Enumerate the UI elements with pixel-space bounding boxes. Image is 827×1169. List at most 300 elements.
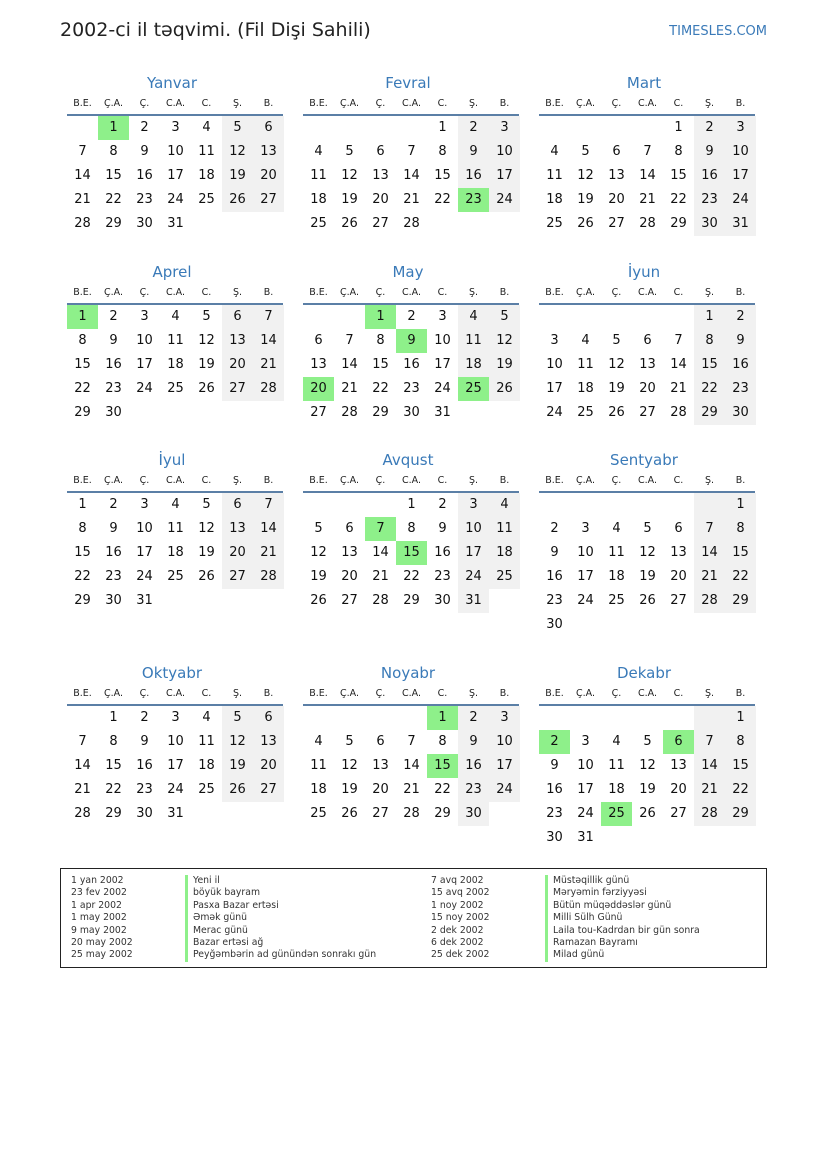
weekday-label: B.E. — [309, 287, 328, 298]
holiday-name: Bütün müqəddəslər günü — [545, 900, 700, 912]
day-cell: 9 — [458, 140, 489, 164]
empty-cell — [253, 212, 284, 236]
day-cell: 2 — [140, 710, 149, 725]
day-cell: 7 — [78, 144, 87, 159]
day-cell: 19 — [198, 545, 215, 560]
day-cell: 10 — [546, 357, 563, 372]
day-cell: 22 — [105, 192, 122, 207]
day-cell: 12 — [198, 521, 215, 536]
day-cell: 12 — [198, 333, 215, 348]
day-cell: 7 — [407, 734, 416, 749]
day-cell: 31 — [167, 806, 184, 821]
day-cell: 10 — [434, 333, 451, 348]
day-cell: 19 — [577, 192, 594, 207]
empty-cell — [694, 613, 725, 637]
empty-cell — [458, 401, 489, 425]
day-cell: 23 — [434, 569, 451, 584]
day-cell: 3 — [140, 309, 149, 324]
day-cell: 2 — [458, 116, 489, 140]
day-cell: 24 — [546, 405, 563, 420]
empty-cell — [67, 116, 98, 140]
day-cell: 13 — [341, 545, 358, 560]
day-cell: 3 — [171, 120, 180, 135]
day-cell: 11 — [167, 333, 184, 348]
day-cell: 31 — [434, 405, 451, 420]
weekday-label: C.A. — [165, 98, 185, 109]
empty-cell — [489, 212, 520, 236]
weekday-header — [303, 684, 519, 706]
day-cell: 7 — [694, 517, 725, 541]
weekday-label: B. — [735, 287, 746, 298]
day-cell: 14 — [639, 168, 656, 183]
day-cell: 16 — [136, 758, 153, 773]
day-cell: 13 — [372, 168, 389, 183]
day-cell: 23 — [105, 381, 122, 396]
weekday-label: C.A. — [165, 688, 185, 699]
day-cell: 29 — [725, 802, 756, 826]
day-cell: 20 — [639, 381, 656, 396]
day-cell: 19 — [222, 754, 253, 778]
empty-cell — [725, 613, 756, 637]
day-cell: 2 — [438, 497, 447, 512]
weekday-label: B.E. — [73, 287, 92, 298]
weekday-label: C. — [201, 98, 212, 109]
empty-cell — [253, 401, 284, 425]
day-cell: 21 — [694, 565, 725, 589]
weekday-label: Ç.A. — [575, 287, 595, 298]
weekday-label: C. — [437, 688, 448, 699]
empty-cell — [191, 401, 222, 425]
weekday-label: Ş. — [232, 287, 243, 298]
empty-cell — [191, 212, 222, 236]
day-cell: 26 — [198, 381, 215, 396]
day-cell: 16 — [546, 569, 563, 584]
day-cell: 10 — [489, 730, 520, 754]
day-cell: 3 — [489, 706, 520, 730]
holiday-names-left — [185, 875, 376, 962]
weekday-label: Ş. — [704, 688, 715, 699]
weekday-label: Ç.A. — [103, 98, 123, 109]
day-cell: 23 — [136, 192, 153, 207]
weekday-label: B. — [735, 475, 746, 486]
empty-cell — [191, 802, 222, 826]
holiday-date: 15 avq 2002 — [431, 887, 490, 899]
weekday-header — [67, 684, 283, 706]
day-cell: 31 — [136, 593, 153, 608]
empty-cell — [601, 305, 632, 329]
day-cell: 17 — [136, 357, 153, 372]
day-cell: 6 — [253, 706, 284, 730]
empty-cell — [427, 212, 458, 236]
day-cell: 28 — [372, 593, 389, 608]
empty-cell — [570, 706, 601, 730]
day-cell: 11 — [167, 521, 184, 536]
empty-cell — [396, 116, 427, 140]
day-cell: 16 — [105, 545, 122, 560]
day-cell: 30 — [403, 405, 420, 420]
day-cell: 29 — [670, 216, 687, 231]
weekday-label: Ş. — [704, 98, 715, 109]
day-cell: 4 — [489, 493, 520, 517]
day-cell: 13 — [310, 357, 327, 372]
day-cell: 16 — [694, 164, 725, 188]
weekday-label: B.E. — [309, 475, 328, 486]
day-cell: 29 — [694, 401, 725, 425]
empty-cell — [334, 116, 365, 140]
day-cell: 30 — [458, 802, 489, 826]
day-grid — [303, 706, 519, 826]
weekday-label: C. — [673, 98, 684, 109]
day-cell: 11 — [198, 144, 215, 159]
day-cell: 30 — [434, 593, 451, 608]
day-cell: 20 — [670, 569, 687, 584]
day-cell: 5 — [643, 521, 652, 536]
day-cell: 26 — [639, 806, 656, 821]
day-cell: 23 — [725, 377, 756, 401]
month-name: Oktyabr — [141, 664, 203, 682]
weekday-label: B. — [499, 688, 510, 699]
day-cell: 9 — [458, 730, 489, 754]
empty-cell — [632, 116, 663, 140]
weekday-label: B.E. — [545, 688, 564, 699]
day-cell: 22 — [74, 569, 91, 584]
day-cell: 6 — [222, 305, 253, 329]
weekday-label: C. — [201, 688, 212, 699]
weekday-label: Ç. — [375, 98, 386, 109]
day-cell: 26 — [639, 593, 656, 608]
weekday-label: Ş. — [468, 287, 479, 298]
weekday-header — [67, 94, 283, 116]
empty-cell — [129, 401, 160, 425]
day-cell: 20 — [222, 541, 253, 565]
weekday-header — [539, 94, 755, 116]
day-cell: 23 — [694, 188, 725, 212]
day-cell: 14 — [403, 168, 420, 183]
day-cell: 5 — [202, 309, 211, 324]
day-cell: 27 — [372, 216, 389, 231]
day-cell: 10 — [725, 140, 756, 164]
weekday-header — [67, 283, 283, 305]
day-cell: 11 — [458, 329, 489, 353]
empty-cell — [632, 613, 663, 637]
weekday-label: C.A. — [637, 688, 657, 699]
day-cell: 14 — [694, 754, 725, 778]
day-cell: 13 — [670, 758, 687, 773]
day-cell: 25 — [167, 569, 184, 584]
weekday-label: Ç.A. — [339, 98, 359, 109]
weekday-label: Ç. — [611, 287, 622, 298]
weekday-label: C.A. — [165, 287, 185, 298]
day-cell: 29 — [74, 593, 91, 608]
day-grid — [303, 493, 519, 613]
empty-cell — [539, 706, 570, 730]
holiday-date: 1 apr 2002 — [71, 899, 122, 911]
day-cell: 29 — [105, 806, 122, 821]
day-cell: 7 — [345, 333, 354, 348]
day-cell: 18 — [167, 357, 184, 372]
day-cell: 27 — [372, 806, 389, 821]
holiday-name: Müstəqillik günü — [545, 875, 700, 887]
day-cell: 28 — [694, 589, 725, 613]
day-cell: 20 — [222, 353, 253, 377]
weekday-label: C.A. — [401, 98, 421, 109]
day-cell: 6 — [376, 734, 385, 749]
month-oktyabr — [61, 662, 283, 826]
day-cell: 15 — [74, 545, 91, 560]
day-cell: 21 — [341, 381, 358, 396]
day-cell: 24 — [136, 381, 153, 396]
weekday-label: Ç. — [139, 287, 150, 298]
holiday-day-cell: 6 — [663, 730, 694, 754]
holiday-day-cell: 1 — [427, 706, 458, 730]
day-grid — [303, 305, 519, 425]
month-name: Noyabr — [380, 664, 436, 682]
day-cell: 24 — [489, 778, 520, 802]
day-cell: 16 — [403, 357, 420, 372]
day-cell: 12 — [341, 168, 358, 183]
day-cell: 2 — [694, 116, 725, 140]
day-cell: 8 — [109, 734, 118, 749]
day-cell: 17 — [725, 164, 756, 188]
empty-cell — [222, 802, 253, 826]
day-cell: 8 — [725, 730, 756, 754]
day-grid — [539, 116, 755, 236]
day-cell: 18 — [198, 168, 215, 183]
empty-cell — [191, 589, 222, 613]
day-cell: 2 — [109, 309, 118, 324]
day-cell: 13 — [222, 329, 253, 353]
day-cell: 24 — [434, 381, 451, 396]
month-name: Fevral — [385, 74, 431, 92]
day-cell: 13 — [222, 517, 253, 541]
day-cell: 26 — [222, 188, 253, 212]
brand-link[interactable]: TIMESLES.COM — [669, 24, 767, 39]
day-cell: 19 — [639, 569, 656, 584]
day-cell: 19 — [310, 569, 327, 584]
day-cell: 26 — [341, 216, 358, 231]
day-cell: 9 — [140, 734, 149, 749]
empty-cell — [694, 826, 725, 850]
weekday-label: Ş. — [704, 475, 715, 486]
weekday-label: C. — [673, 475, 684, 486]
empty-cell — [601, 116, 632, 140]
holiday-date: 25 may 2002 — [71, 949, 133, 961]
empty-cell — [489, 802, 520, 826]
weekday-label: Ç.A. — [103, 475, 123, 486]
day-cell: 30 — [546, 617, 563, 632]
day-cell: 31 — [725, 212, 756, 236]
weekday-label: B. — [499, 287, 510, 298]
weekday-label: C.A. — [637, 287, 657, 298]
weekday-label: Ş. — [468, 688, 479, 699]
day-cell: 5 — [222, 116, 253, 140]
empty-cell — [334, 493, 365, 517]
month-mart — [533, 72, 755, 236]
day-cell: 27 — [341, 593, 358, 608]
weekday-label: C.A. — [165, 475, 185, 486]
day-cell: 10 — [167, 144, 184, 159]
day-cell: 10 — [489, 140, 520, 164]
month-fevral — [297, 72, 519, 236]
empty-cell — [663, 493, 694, 517]
page-title: 2002-ci il təqvimi. (Fil Dişi Sahili) — [60, 19, 371, 41]
weekday-label: Ş. — [468, 98, 479, 109]
day-grid — [67, 116, 283, 236]
day-cell: 1 — [109, 710, 118, 725]
day-cell: 28 — [670, 405, 687, 420]
empty-cell — [663, 613, 694, 637]
day-cell: 16 — [725, 353, 756, 377]
month-i̇yul — [61, 449, 283, 613]
empty-cell — [570, 305, 601, 329]
empty-cell — [489, 589, 520, 613]
day-cell: 16 — [546, 782, 563, 797]
day-cell: 16 — [458, 164, 489, 188]
day-cell: 8 — [438, 734, 447, 749]
weekday-label: C. — [201, 287, 212, 298]
empty-cell — [334, 706, 365, 730]
holiday-day-cell: 20 — [303, 377, 334, 401]
day-cell: 2 — [458, 706, 489, 730]
day-cell: 15 — [694, 353, 725, 377]
day-cell: 21 — [639, 192, 656, 207]
day-cell: 20 — [253, 754, 284, 778]
day-cell: 15 — [105, 168, 122, 183]
day-cell: 21 — [670, 381, 687, 396]
day-cell: 27 — [310, 405, 327, 420]
day-cell: 29 — [105, 216, 122, 231]
day-cell: 17 — [577, 782, 594, 797]
day-cell: 4 — [581, 333, 590, 348]
weekday-label: Ç.A. — [103, 688, 123, 699]
day-cell: 10 — [577, 545, 594, 560]
month-avqust — [297, 449, 519, 613]
day-cell: 22 — [74, 381, 91, 396]
empty-cell — [365, 116, 396, 140]
day-cell: 14 — [74, 168, 91, 183]
day-cell: 19 — [639, 782, 656, 797]
day-cell: 8 — [694, 329, 725, 353]
day-cell: 25 — [608, 593, 625, 608]
holiday-date: 6 dek 2002 — [431, 936, 484, 948]
holiday-name: Milli Sülh Günü — [545, 912, 700, 924]
day-cell: 18 — [310, 782, 327, 797]
day-cell: 8 — [438, 144, 447, 159]
day-cell: 4 — [314, 734, 323, 749]
empty-cell — [539, 493, 570, 517]
day-cell: 16 — [458, 754, 489, 778]
day-cell: 29 — [434, 806, 451, 821]
holiday-date: 1 noy 2002 — [431, 899, 484, 911]
month-name: Mart — [626, 74, 662, 92]
month-name: Avqust — [382, 451, 434, 469]
day-cell: 17 — [167, 168, 184, 183]
weekday-label: B.E. — [309, 688, 328, 699]
day-cell: 24 — [136, 569, 153, 584]
weekday-label: Ç.A. — [103, 287, 123, 298]
weekday-label: Ç. — [139, 98, 150, 109]
weekday-label: B.E. — [73, 475, 92, 486]
day-cell: 13 — [639, 357, 656, 372]
day-cell: 17 — [489, 754, 520, 778]
weekday-label: C. — [673, 287, 684, 298]
day-cell: 24 — [725, 188, 756, 212]
weekday-label: B.E. — [73, 688, 92, 699]
holiday-date: 20 may 2002 — [71, 936, 133, 948]
holiday-legend — [60, 868, 767, 968]
holiday-date: 9 may 2002 — [71, 924, 127, 936]
day-cell: 22 — [725, 565, 756, 589]
weekday-label: B. — [735, 688, 746, 699]
day-cell: 1 — [78, 497, 87, 512]
day-cell: 9 — [550, 545, 559, 560]
day-cell: 12 — [608, 357, 625, 372]
day-cell: 21 — [372, 569, 389, 584]
day-cell: 6 — [612, 144, 621, 159]
day-cell: 10 — [577, 758, 594, 773]
day-grid — [539, 305, 755, 425]
day-cell: 19 — [198, 357, 215, 372]
day-cell: 18 — [608, 782, 625, 797]
day-cell: 7 — [78, 734, 87, 749]
day-cell: 16 — [105, 357, 122, 372]
month-name: Aprel — [152, 263, 192, 281]
day-cell: 30 — [136, 806, 153, 821]
day-cell: 14 — [403, 758, 420, 773]
day-cell: 3 — [171, 710, 180, 725]
day-cell: 21 — [403, 192, 420, 207]
day-cell: 26 — [341, 806, 358, 821]
day-cell: 14 — [694, 541, 725, 565]
day-cell: 31 — [167, 216, 184, 231]
day-cell: 28 — [341, 405, 358, 420]
weekday-label: Ç.A. — [339, 475, 359, 486]
day-cell: 28 — [74, 806, 91, 821]
weekday-label: Ç. — [375, 287, 386, 298]
day-cell: 30 — [105, 405, 122, 420]
day-cell: 21 — [694, 778, 725, 802]
day-cell: 17 — [577, 569, 594, 584]
empty-cell — [663, 706, 694, 730]
holiday-date: 1 yan 2002 — [71, 875, 124, 886]
month-name: Dekabr — [616, 664, 672, 682]
day-cell: 6 — [253, 116, 284, 140]
day-cell: 19 — [341, 782, 358, 797]
day-cell: 5 — [314, 521, 323, 536]
month-name: Yanvar — [146, 74, 198, 92]
empty-cell — [222, 401, 253, 425]
day-cell: 10 — [136, 333, 153, 348]
day-cell: 5 — [222, 706, 253, 730]
day-cell: 6 — [222, 493, 253, 517]
day-cell: 25 — [310, 216, 327, 231]
day-cell: 2 — [725, 305, 756, 329]
day-cell: 18 — [546, 192, 563, 207]
holiday-names-right — [545, 875, 700, 962]
month-may — [297, 261, 519, 425]
day-cell: 20 — [670, 782, 687, 797]
holiday-date: 7 avq 2002 — [431, 875, 484, 886]
day-cell: 25 — [577, 405, 594, 420]
day-cell: 17 — [546, 381, 563, 396]
empty-cell — [601, 493, 632, 517]
day-cell: 24 — [167, 782, 184, 797]
day-cell: 1 — [674, 120, 683, 135]
day-cell: 30 — [546, 830, 563, 845]
day-cell: 13 — [253, 140, 284, 164]
day-cell: 1 — [725, 493, 756, 517]
day-cell: 12 — [341, 758, 358, 773]
